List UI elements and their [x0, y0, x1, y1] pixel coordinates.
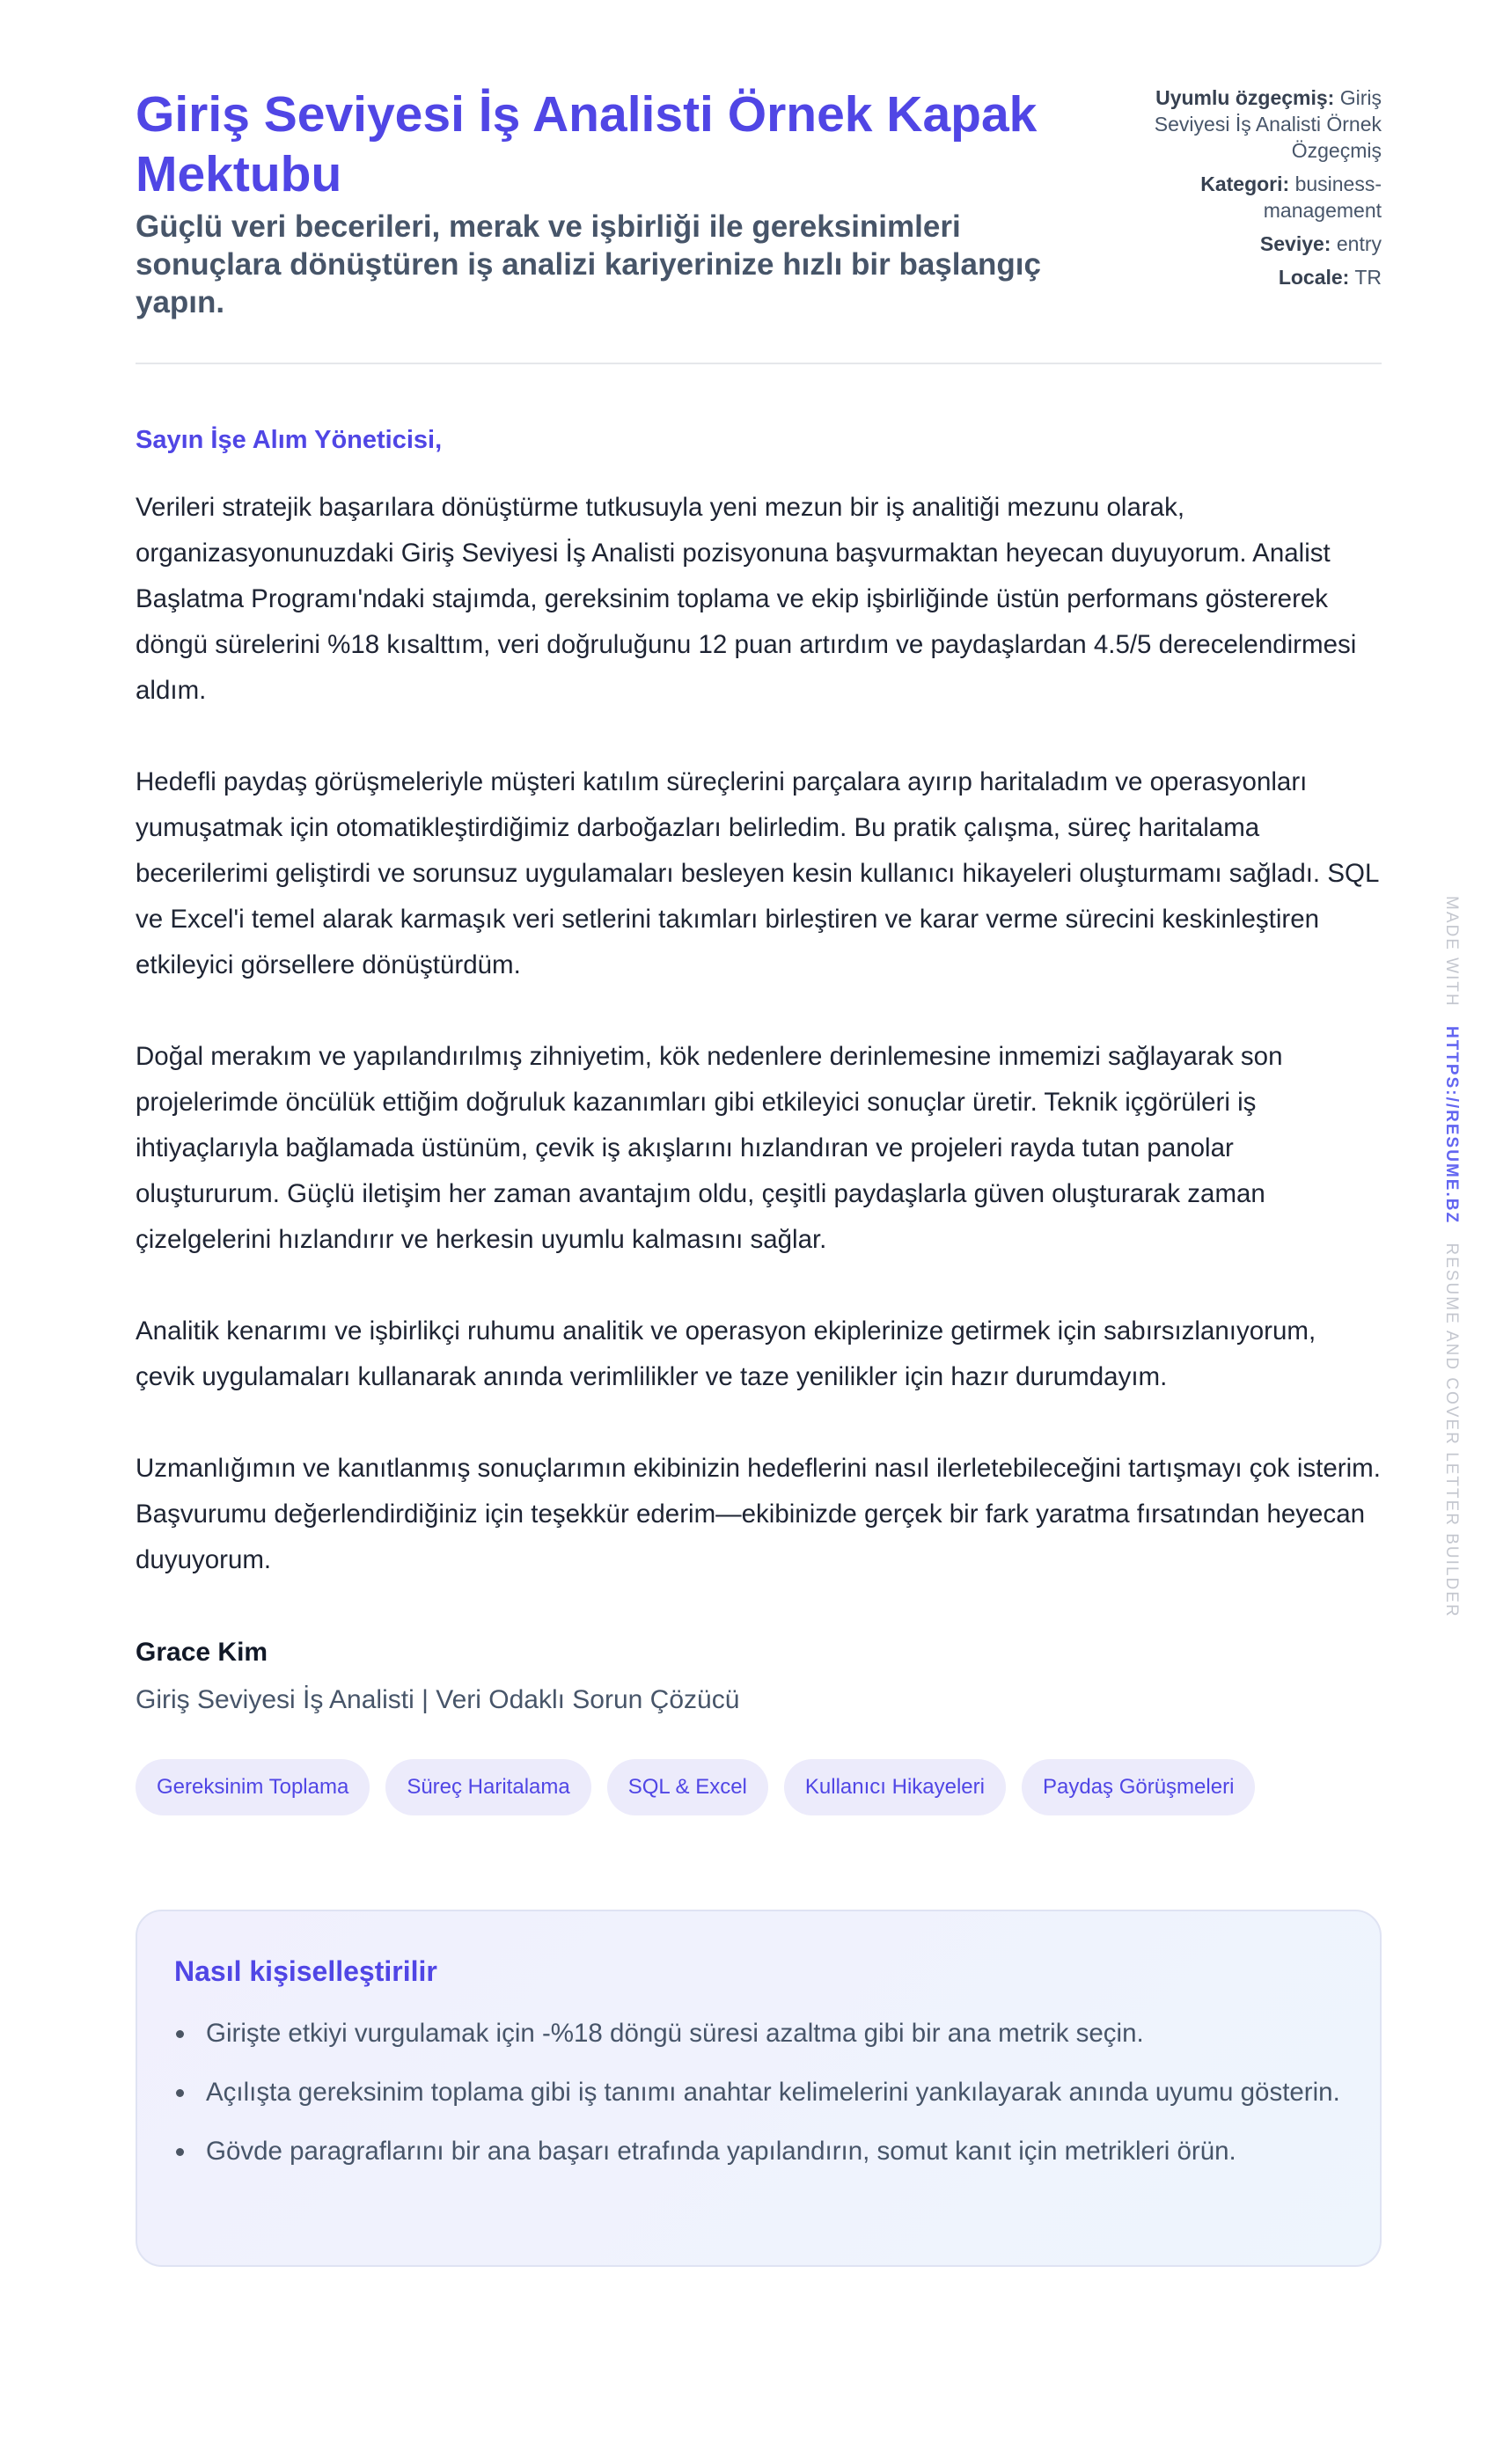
watermark [1441, 896, 1461, 1618]
meta-level [1118, 231, 1382, 257]
skill-tag: SQL & Excel [607, 1759, 768, 1815]
letter-paragraph: Doğal merakım ve yapılandırılmış zihniyetim, kök nedenlere derinlemesine inmemizi sağlayarak son projelerimde öncülük ettiğim doğruluk kazanımları gibi etkileyici sonuçlar üretir. Teknik içgörüleri iş ihtiyaçlarıyla bağlamada üstünüm, çevik iş akışlarını hızlandıran ve projeleri rayda tutan panolar oluştururum. Güçlü iletişim her zaman avantajım oldu, çeşitli paydaşlarla güven oluşturarak zaman çizelgelerini hızlandırır ve herkesin uyumlu kalmasını sağlar. [136, 1042, 1283, 1254]
meta-label: Kategori: [1200, 172, 1290, 195]
skill-tag: Paydaş Görüşmeleri [1022, 1759, 1255, 1815]
meta-label: Seviye: [1259, 232, 1331, 255]
meta-compatible-resume [1118, 84, 1382, 164]
signature-title: Giriş Seviyesi İş Analisti | Veri Odaklı Sorun Çözücü [136, 1685, 740, 1714]
header [136, 0, 1382, 364]
watermark-suffix: RESUME AND COVER LETTER BUILDER [1442, 1243, 1461, 1618]
letter-paragraph: Hedefli paydaş görüşmeleriyle müşteri katılım süreçlerini parçalara ayırıp haritaladım ve operasyonları yumuşatmak için otomatikleştirdiğimiz darboğazları belirledim. Bu pratik çalışma, süreç haritalama becerilerimi geliştirdi ve sorunsuz uygulamaları besleyen kesin kullanıcı hikayeleri oluşturmamı sağladı. SQL ve Excel'i temel alarak karmaşık veri setlerini takımları birleştiren ve karar verme sürecini keskinleştiren etkileyici görsellere dönüştürdüm. [136, 767, 1379, 979]
watermark-link[interactable]: HTTPS://RESUME.BZ [1442, 1026, 1461, 1225]
personalization-tips [136, 1910, 1382, 2267]
meta-value: business-management [1263, 172, 1382, 222]
meta-value: entry [1336, 232, 1382, 255]
signature-name: Grace Kim [136, 1638, 268, 1667]
page-title: Giriş Seviyesi İş Analisti Örnek Kapak Mektubu [136, 86, 1038, 202]
meta-value: Giriş Seviyesi İş Analisti Örnek Özgeçmiş [1154, 86, 1382, 162]
page-subtitle: Güçlü veri becerileri, merak ve işbirliği ile gereksinimleri sonuçlara dönüştüren iş analizi kariyerinize hızlı bir başlangıç yapın. [136, 209, 1041, 319]
skill-tags [136, 1759, 1382, 1815]
meta-label: Uyumlu özgeçmiş: [1155, 86, 1335, 109]
meta-label: Locale: [1278, 266, 1350, 289]
meta-category [1118, 171, 1382, 224]
letter-paragraph: Analitik kenarımı ve işbirlikçi ruhumu analitik ve operasyon ekiplerinize getirmek için sabırsızlanıyorum, çevik uygulamaları kullanarak anında verimlilikler ve taze yenilikler için hazır durumdayım. [136, 1316, 1316, 1391]
meta-locale [1118, 264, 1382, 290]
tip-item: Girişte etkiyi vurgulamak için -%18 döngü süresi azaltma gibi bir ana metrik seçin. [174, 2011, 1343, 2057]
letter-paragraph: Verileri stratejik başarılara dönüştürme tutkusuyla yeni mezun bir iş analitiği mezunu olarak, organizasyonunuzdaki Giriş Seviyesi İş Analisti pozisyonuna başvurmaktan heyecan duyuyorum. Analist Başlatma Programı'ndaki stajımda, gereksinim toplama ve ekip işbirliğinde üstün performans göstererek döngü sürelerini %18 kısalttım, veri doğruluğunu 12 puan artırdım ve paydaşlardan 4.5/5 derecelendirmesi aldım. [136, 493, 1357, 705]
meta-info [1118, 84, 1382, 297]
skill-tag: Gereksinim Toplama [136, 1759, 370, 1815]
skill-tag: Süreç Haritalama [385, 1759, 590, 1815]
tip-item: Gövde paragraflarını bir ana başarı etrafında yapılandırın, somut kanıt için metrikleri örün. [174, 2129, 1343, 2174]
meta-value: TR [1354, 266, 1382, 289]
cover-letter-page [136, 0, 1382, 2267]
tips-title: Nasıl kişiselleştirilir [174, 1955, 437, 1987]
tip-item: Açılışta gereksinim toplama gibi iş tanımı anahtar kelimelerini yankılayarak anında uyumu gösterin. [174, 2070, 1343, 2116]
tips-list [174, 2011, 1343, 2174]
letter-body [136, 485, 1382, 1583]
letter-paragraph: Uzmanlığımın ve kanıtlanmış sonuçlarımın ekibinizin hedeflerini nasıl ilerletebileceğini tartışmayı çok isterim. Başvurumu değerlendirdiğiniz için teşekkür ederim—ekibinizde gerçek bir fark yaratma fırsatından heyecan duyuyorum. [136, 1454, 1381, 1574]
skill-tag: Kullanıcı Hikayeleri [784, 1759, 1006, 1815]
greeting: Sayın İşe Alım Yöneticisi, [136, 426, 443, 454]
watermark-prefix: MADE WITH [1442, 896, 1461, 1008]
